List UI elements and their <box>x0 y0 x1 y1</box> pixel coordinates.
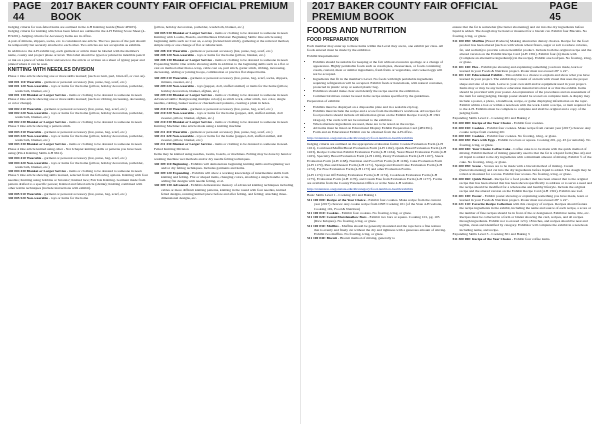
lot-number: 340 309 130 <box>154 183 172 188</box>
lot-description: (Bread Products) Making alternative dietary choices. Recipe for the food product has been altered (such as with whole wheat flours, sugar or salt to reduce calories, fat, and sodium) to provide a more healthful product. Include both the original recipe and the altered version on the Exhibit Recipe Card (4-H 1391). Exhibit four (4) made with (Complete an alternative ingredient(s) in the recipe). Exhibit one loaf/pan. No frosting, icing, or glaze. <box>459 39 592 65</box>
body-paragraph: Basic Skills Level 1 - Cooking 101 and Baking 1 <box>307 192 377 197</box>
lot-description: - Exhibit poster showing or explaining something you have made, learn or learned in your Foods & Nutrition project. Poster must not exceed 28" x 22". <box>459 193 589 202</box>
lot-number: 340 210 320 <box>154 111 172 116</box>
lot-title: Cookies <box>326 210 339 215</box>
lot-title: Wearable <box>26 80 42 85</box>
lot-description: - items or clothing to be donated to someone in need. <box>66 119 143 124</box>
lot-number: 340 003 330 <box>8 142 26 147</box>
lot-description: - garment or personal accessory (hat, purse, bag, scarf, etc.) <box>41 156 127 161</box>
lot-title: Blanket or Larger Service <box>26 92 66 97</box>
body-paragraph: Expanding Skills Level 3 - Cooking 301 and Baking 3 <box>452 231 530 236</box>
lot-description: - items or clothing to be donated to someone in need. <box>212 30 289 35</box>
body-paragraph: Judging criteria are outlined on the appropriate evaluation forms: Cookie Evaluation Form (4-H 1161), Cornbread/Muffin/Bread Evaluation Form (4-H 1162), Quick Bread Evaluation Form (4-H 1163), Recipe Collection Exhibit Evaluation Form (4-H 1164), Yeast Bread Evaluation Form (4-H 1165), Specialty Bread Evaluation Form (4-H 1166), Pastry Evaluation Form (4-H 1167), Snack Evaluation Form (4-H 1168), Nutrition and Food Fair Form (4-H 1169), Cake Evaluation Form (4-H 1170), Pies and Dessert Form (4-H 1171), Sponge and Pound Cake Evaluation Form (4-H 1172), Fat Free Evaluation Form (4-H 1173) and other Evaluation Forms. <box>307 141 447 172</box>
left-column-1 <box>8 25 148 200</box>
section-heading: FOOD PREPARATION <box>307 37 359 43</box>
lot-number: 340 005 520 <box>8 196 26 201</box>
lot-title: Favorite Recipe Collection <box>471 202 513 207</box>
lot-title: Non-wearable <box>172 84 194 89</box>
body-paragraph: Knitting Machine: One article made using a knitting machine <box>154 124 242 129</box>
right-columns <box>307 25 592 242</box>
lot-entry <box>307 198 447 211</box>
lot-description: - garment or personal accessory (hat, purse, bag, scarf, etc.) <box>41 129 127 134</box>
lot-number: 340 211 420 <box>154 133 172 138</box>
lot-number: 340 210 310 <box>154 107 172 112</box>
lot-entry <box>453 73 593 116</box>
lot-description: - garment or personal accessory (hat, purse, bag, scarf, etc.) <box>187 49 273 54</box>
lot-number: 511 200 030: <box>452 138 472 143</box>
body-paragraph: Phase 1 One article showing one or more skills learned; (such as: knit, purl, bind-off, or cast on). <box>8 74 146 79</box>
lot-description: - toys or items for the home (pillow, holiday decoration, potholder, washcloth, blanket, etc.) <box>15 133 144 143</box>
lot-number: 340 005 510 <box>8 191 26 196</box>
lot-number: 340 002 220 <box>8 111 26 116</box>
lot-title: Blanket or Larger Service <box>172 92 212 97</box>
lot-title: Blanket or Larger Service <box>172 119 212 124</box>
lot-description: - garment or personal accessory (hat, purse, bag, scarf, etc.) <box>41 106 127 111</box>
lot-title: Non-wearable <box>26 160 48 165</box>
bullet-item: • When alternate ingredients are used, these are to be noted on the recipe. <box>313 122 447 126</box>
lot-number: 340 004 430 <box>8 169 26 174</box>
lot-number: 340 208 120 <box>154 53 172 58</box>
lot-title: Blanket or Larger Service <box>172 30 212 35</box>
lot-number: 511 100 030: <box>307 223 326 228</box>
lot-number: 511 100 000: <box>307 198 326 203</box>
lot-number: 340 003 320 <box>8 133 26 138</box>
lot-description: - This exhibit is a chance to explain and show what you have learned in your project. The exhibit may consist of an item with visual that uses the proper shape and size of an item. Leave to your own skill and/or equipment used in your project. Items may or may be any item or education material involved at or that the exhibit. Items should be provided with your poster. An explanation of the procedures and an assessment of the item for using judging. Design poster should be scored on complete item. A display may include a poster, a photo, a handbook, recipe, or game displaying information on the topic. Exhibit within a box or within a notebook with the work. Limit a recipe, or item required for to the 4-H. Exhibits must be complete to complete and shall be original and a copy of the judging form. <box>459 73 591 116</box>
lot-description: - toys or items for the home (puppet, doll, stuffed animal, doll sweater, pillow, blanket, afghan, etc.) <box>161 111 283 120</box>
lot-description: - Muffins should be generally mounded and the tops have a fine texture that is evenly and finely cut without the dry and tightness with a generous amount of stirring. Exhibit two muffins. No frosting, icing, or glaze. <box>314 223 447 237</box>
lot-description: - Exhibit four cookies. Make recipe from current year (2017) choices: Any cookie recipe from cooking 201 <box>459 125 591 134</box>
right-page-title: 2017 BAKER COUNTY FAIR OFFICIAL PREMIUM BOOK <box>312 1 498 23</box>
lot-entry <box>8 111 148 120</box>
lot-number: 340 208 110 <box>154 49 172 54</box>
lot-title: Wearable <box>26 191 42 196</box>
lot-number: 340 002 230 <box>8 119 26 124</box>
lot-title: Wearable <box>26 129 42 134</box>
lot-title: Blanket or Larger Service <box>26 142 66 147</box>
lot-number: 511 101 100: <box>452 64 472 69</box>
lot-title: Non-wearable <box>26 84 48 89</box>
lot-number: 340 209 220 <box>154 84 172 89</box>
lot-number: 511 100 040: <box>307 236 326 241</box>
lot-entry <box>8 142 148 146</box>
lot-number: 340 005 530 <box>154 30 172 35</box>
lot-entry <box>8 134 148 143</box>
lot-description: - Exhibit pie showing and explaining something you have made, learn or learned in your Foods & Nutrition project. Poster must not exceed 28" x 22". <box>459 64 583 73</box>
body-paragraph: Felted Knitting Division <box>154 146 189 151</box>
lot-number: 340 208 130 <box>154 57 172 62</box>
body-paragraph: In addition to the 4-H exhibit tag, each garment or article must be labeled with the member's name, county and project phase or level. This label should be typed or printed in indelible pencil or ink on a piece of white fabric and sewn to the article or written on a sheet of typing paper and pinned where it can be seen. <box>8 49 145 66</box>
lot-entry <box>154 171 294 184</box>
lot-title: Cereal Marshmallow Bars <box>326 215 367 220</box>
body-paragraph: Knitting with Looms, Boards, and Machines Division: Beginning Skills: One article using beginning skills such as: Cast on, e-wrap (twisted knit stitch), gathering at the removal method, simple strip or one change of flat or tubular knit. <box>154 34 290 48</box>
lot-entry <box>307 215 447 224</box>
lot-description: - Exhibit two bars or square. Cooking 101, pg. 105 (Rice Krispies). No frosting, icing, or glaze. <box>314 215 440 224</box>
lot-number: 511 201 100: <box>452 193 472 198</box>
lot-entry <box>453 147 593 164</box>
lot-description: - Exhibit two bars or square. Cooking 201, pg. 45 (or suitable). No frosting, icing, or glaze. <box>459 138 591 147</box>
body-paragraph: Phase 5 One article showing skills learned, selected from the following options. Knitting with four needles; Knitting using bobbins or 'intarsia'; Knitted lace; Fair Isle Knitting. Garment made from pattern drafted to a specific person; Knitted and felted article (shrink); Knitting combined with other textile techniques (include instructions with exhibit). <box>8 173 148 191</box>
lot-description: - toys (puppet, doll, stuffed animal) or items for the home (pillow, holiday decoration, blanket, afghan, etc.) <box>161 84 289 93</box>
lot-number: 340 002 210 <box>8 106 26 111</box>
right-column-2 <box>453 25 593 242</box>
lot-title: Wearable <box>172 75 188 80</box>
lot-description: - Exhibits will show a working knowledge of intermediate skills both knitting and felting. Flat or shaped items, changing colors, attaching a single handle or tie, adding flat designs with needle felting, et al. <box>161 170 290 184</box>
lot-description: - items or clothing to be donated to someone in need. <box>212 119 289 124</box>
body-paragraph: Phase 4 One article knitted using other - Not Ichapter knitting skills or patterns you have been using (Pin 4 Knitting Skills 4-H 9611). <box>8 146 142 155</box>
lot-title: Cookies <box>472 125 485 130</box>
lot-number: 340 001 130 <box>8 92 26 97</box>
lot-description: - Biscuit method of mixing, generally to <box>337 236 396 241</box>
body-paragraph: Items may be knitted using needles, looms, boards, or machines. Felting may be done by hand or washing machine wet methods and/or dry needle felting techniques. <box>154 152 292 161</box>
lot-title: Blanket or Larger Service <box>26 119 66 124</box>
lot-description: - Scones are to be made with a biscuit method of mixing. Cream (butter/shortening) and cut into the dry ingredients before liquid is added. The dough may be rolled or mounted for a scone. Exhibit four scones. No frosting, icing, or glaze. <box>459 163 592 177</box>
body-paragraph: Phase 2 One article showing one or more skills learned; (such as: ribbing, increasing, decreasing, or color change). <box>8 97 146 106</box>
lot-number: 340 309 120 <box>154 170 172 175</box>
lot-number: 340 211 410 <box>154 129 172 134</box>
body-paragraph: Preparation of exhibits: <box>307 99 341 104</box>
lot-entry <box>154 162 294 171</box>
left-page-header <box>8 2 294 22</box>
lot-entry <box>154 134 294 143</box>
lot-number: 340 309 110 <box>154 162 172 167</box>
lot-description: - garment or personal accessory (hat, purse, bag, scarf, socks, slippers, mittens, sweater, etc.) <box>161 75 288 85</box>
lot-description: - items or clothing to be donated to someone in need. <box>212 92 289 97</box>
lot-entry <box>307 236 447 240</box>
lot-description: - garment or personal accessory (hat, purse, bag, scarf, etc.) <box>41 191 127 196</box>
lot-description: - Exhibit four cookies. Make recipe from the current year (2017) choices: Any cookie recipe from ONE Cooking 101 (of the State 4-H website, Cooking 101, Food & Nutrition) <box>314 198 443 211</box>
lot-description: - items or clothing to be donated to someone in need. <box>66 142 143 147</box>
body-paragraph: A pair of mittens, slippers, socks, etc. is considered one article. The two pieces of the pair should be temporarily but securely attached to each other. Two articles are not acceptable as exhibits. <box>8 39 146 48</box>
lot-title: Recipe of the Year Choice <box>326 198 366 203</box>
lot-entry <box>453 194 593 203</box>
lot-number: 511 200 010: <box>452 125 472 130</box>
body-paragraph: (pillow, holiday decoration, potholder, washcloth, blanket, etc.) <box>154 25 244 29</box>
lot-entry <box>8 196 148 200</box>
right-page-header <box>307 2 592 22</box>
body-paragraph: Advanced skills: Design using multiple color(s) as stitch work, other stitch, two color, single needles, cabling, basket weave or checkerboard patterns, creating a plain in holes. <box>154 97 286 106</box>
lot-entry <box>453 126 593 135</box>
lot-title: Non-wearable <box>26 196 48 201</box>
lot-number: 340 209 210 <box>154 75 172 80</box>
lot-number: 511 200 040: <box>452 146 472 151</box>
bullet-list <box>307 60 447 98</box>
section-heading: KNITTING WITH NEEDLES DIVISION <box>8 67 95 74</box>
body-paragraph: Expanding Skills Level 2 - Cooking 201 and Baking 2 <box>452 115 530 120</box>
lot-title: Blanket or Larger Service <box>172 142 212 147</box>
lot-number: 511 300 000: <box>452 237 472 242</box>
lot-entry <box>453 138 593 147</box>
lot-description: - garment or personal accessory (hat, purse, bag, scarf, etc.) <box>187 107 273 112</box>
lot-number: 511 101 110: <box>452 73 472 78</box>
lot-description: - Exhibit four coffee items. <box>510 237 551 242</box>
bullet-item: • Ingredients that fit in the member's Level. No foods with high perishable ingredients requiring refrigeration will be accepted. Exhibit fresh or hand-made, with natural container, protected in plastic wrap or sealed plastic bag. <box>313 77 447 90</box>
lot-entry <box>8 84 148 93</box>
lot-entry <box>154 76 294 85</box>
lot-title: Wearable <box>172 129 188 134</box>
left-page-number: PAGE 44 <box>13 1 42 23</box>
bullet-item: • Form and an Educational Exhibit can be obtained from the 4-H office. <box>313 130 447 134</box>
web-link[interactable]: http://extension.oregonstate.edu/4h/category/food-nutrition-health/exhibits <box>307 135 413 140</box>
lot-title: Blanket or Larger Service <box>172 57 212 62</box>
lot-description: with this category of recipes. Recipes should feature the recipe ingredients in the exhibit, including the name and source of each recipe, a score or the number of fine recipes should be in front of the or designated. Exhibitor name, title, etc. Recipes must be collected in a form or binder showing the card, recipes, and all recipes through ingredients. Exhibit not to exceed 12 by 18 inches, and recipes should be neat and legible, clean and identified by category. Exhibitor will complete the exhibit in a notebook including name, and recipe. <box>459 202 592 232</box>
lot-description: - Exhibits demonstrate mastery of advanced knitting techniques including cables or more difficult knitting patterns, knitting in the round with four needles, knitted felted designs, resizing knitted piece before and after felting, and felting; attaching three-dimensional designs, etc. <box>161 183 294 201</box>
bullet-item: • Exhibits should be suitable for keeping at the fair without excessive spoilage or a change of appearance. Highly perishable foods such as cream pies, cheesecakes, or foods containing cream, custard, meat or similar ingredients, fresh fruits or vegetables, and cooked eggs will not be accepted. <box>313 60 447 77</box>
lot-title: Non-wearable <box>26 133 48 138</box>
lot-entry <box>453 237 593 241</box>
web-link[interactable]: http://extension.oregonstate.edu/4h/category/food-nutrition-health/exhibits <box>307 186 413 191</box>
lot-number: 511 100 050: <box>452 39 472 44</box>
lot-title: Muffins <box>326 223 339 228</box>
lot-entry <box>154 84 294 93</box>
lot-title: Blanket or Larger Service <box>26 169 66 174</box>
lot-description: - toys or items for the home (pillow, holiday decoration, potholder, washcloth, blanket, etc.) <box>15 84 144 93</box>
lot-description: - items or clothing to be donated to someone in need. <box>212 57 289 62</box>
lot-description: - items or clothing to be donated to someone in need. <box>211 142 289 147</box>
lot-number: 340 004 410 <box>8 156 26 161</box>
lot-number: 511 200 060: <box>452 176 472 181</box>
lot-title: Beginning <box>172 162 188 167</box>
lot-number: 340 001 110 <box>8 80 26 85</box>
lot-title: Recipe of the Year Choice <box>472 237 511 242</box>
lot-description: - items or clothing to be donated to someone in need. <box>66 92 143 97</box>
lot-number: 340 004 420 <box>8 160 26 165</box>
lot-entry <box>154 183 294 200</box>
lot-entry <box>8 161 148 170</box>
lot-description: - items or clothing to be donated to someone in need. <box>66 169 143 174</box>
lot-title: Non-wearable <box>172 111 194 116</box>
bullet-list <box>307 105 447 135</box>
lot-description: - Exhibit four cookies. <box>510 121 544 126</box>
body-paragraph: Expanding Skills: One article showing skills in addition to the beginning skills such as a flat or cast on method other than e-wrap, cable cast on, purl stitch, garter stitch, ribbing, increasing, decreasing, adding or joining hoops, combination or practice flat shaped items. <box>154 61 289 75</box>
lot-description: - garment or personal accessory (hat, purse, bag, scarf, etc.) <box>41 80 127 85</box>
lot-title: Expanding <box>172 170 190 175</box>
lot-number: 511 200 000: <box>452 121 472 126</box>
bullet-item: • Exhibits must include the recipe and a score from the member's workbook. All recipes for food products should include all information given on the Exhibit Recipe Card (4-H 1391 Oregon). The cards will not be returned to the exhibitor. <box>313 109 447 122</box>
lot-title: Educational Exhibit <box>471 73 503 78</box>
bullet-item: • Commercial mixes cannot be used in the recipe unless specified by the guidelines. <box>313 94 447 98</box>
lot-number: 511 221 110: <box>452 202 472 207</box>
lot-title: Wearable <box>172 107 188 112</box>
lot-number: 340 001 120 <box>8 84 26 89</box>
lot-number: 340 211 430 <box>154 142 172 147</box>
lot-title: Wearable <box>172 49 188 54</box>
right-page-number: PAGE 45 <box>549 1 578 23</box>
lot-description: - Exhibits will demonstrate beginning knitting skills and beginning wet and/or dry felting techniques. Includes garments and items. <box>161 162 290 171</box>
left-columns <box>8 25 294 200</box>
left-page-title: 2017 BAKER COUNTY FAIR OFFICIAL PREMIUM BOOK <box>50 1 289 23</box>
lot-description: - Exhibit four cookies. No frosting, icing, or glaze. <box>338 210 412 215</box>
right-page <box>300 0 600 424</box>
lot-description: - toys or items for the home (puppet, doll, stuffed animal, doll sweater, pillow, blanket, etc.) <box>161 133 283 143</box>
lot-title: Pies <box>472 64 479 69</box>
lot-title: Wearable <box>26 106 42 111</box>
lot-number: 340 210 330 <box>154 119 172 124</box>
lot-title: Scone <box>472 163 481 168</box>
lot-description: - toys or items for the home (pillow, blanket, etc.) <box>193 53 266 58</box>
body-paragraph: (4-H 1174) Cast Off Fairing Evaluation Form (4-H 1174), Cookbook Evaluation Form (4-H 1175), Evaluation Form (4-H 1176), and Cream Free from Evaluation Form (4-H 1177). Forms are available from the County Extension Office or at the State 4-H website. <box>307 172 442 186</box>
lot-title: Poster <box>472 193 482 198</box>
lot-title: Quick Bread <box>472 176 492 181</box>
lot-entry <box>154 111 294 120</box>
lot-title: Wearable <box>26 156 42 161</box>
bullet-item: • Exhibitors should make clear and identify the recipe used in the exhibition. <box>313 89 447 93</box>
lot-number: 511 100 010: <box>307 210 326 215</box>
lot-entry <box>453 65 593 74</box>
lot-number: 340 209 230 <box>154 92 172 97</box>
lot-title: Biscuit <box>326 236 338 241</box>
lot-description: - Recipe for a food product that has been altered that to the original recipe that has been altered that has been shown specifically to address or to serve a need and the recipe should be modified for a wholesome and healthy lifestyle. Include the original recipe and the altered version on the Exhibit Recipe Card (4-H 1391). Exhibit one loaf. <box>459 176 592 194</box>
bullet-item: • All items must be listed on Educational Display Exhibit Preparation Card (4H1391). <box>313 126 447 130</box>
lot-description: - toys or items for the home <box>47 196 89 201</box>
lot-description: - garment or personal accessory (hat, purse, bag, scarf, etc.) <box>187 129 273 134</box>
lot-number: 511 200 050: <box>452 163 472 168</box>
lot-description: - toys or items for the home (pillow, holiday decoration, potholder, washcloth, blanket, etc.) <box>15 111 144 120</box>
lot-title: Cookies <box>472 134 485 139</box>
lot-title: Non-wearable <box>26 111 48 116</box>
lot-entry <box>453 177 593 194</box>
right-column-1 <box>307 25 447 242</box>
lot-title: Non-wearable <box>172 133 194 138</box>
lot-entry <box>453 202 593 232</box>
lot-entry <box>453 39 593 65</box>
bullet-item: • Exhibits must be displayed on a disposable plate and in a sealable zip bag. <box>313 105 447 109</box>
lot-title: Bars with Eggs <box>472 138 495 143</box>
lot-description: - toys or items for the home (pillow, holiday decoration, potholder, washcloth, blanket, etc.) <box>15 160 144 169</box>
body-paragraph: Exhibit Requirements: <box>307 53 340 58</box>
lot-title: Recipe of the Year Choice <box>472 121 511 126</box>
body-paragraph: Phase 3 One article showing a pattern stitch. <box>8 123 72 128</box>
lot-title: Your Choice Coffee Cake <box>472 146 511 151</box>
page-heading: FOODS AND NUTRITION <box>307 25 407 35</box>
lot-number: 340 003 310 <box>8 129 26 134</box>
lot-entry <box>307 224 447 237</box>
body-paragraph: Judging criteria for non-felted items are outlined in the 4-H Knitting Guide (Basic 4H105). Judging criteria for knitting which has been felted are outlined in the 4-H Felting Score Sheet (4-H 9201). Judging criteria for Accessory Items are in office. <box>8 25 146 38</box>
lot-description: - Coffee cake is to be made with the quick method of mixing. Exhibit method of mixing generally used is that the fat is a liquid form (like oil) and all liquid is added to the dry ingredients with a minimum amount of mixing. Exhibit ½ of the cake. No frosting, icing, or glaze. <box>459 146 592 164</box>
lot-title: Muffins <box>472 39 485 44</box>
body-paragraph: Each member may enter up to three items within the Level they are in, one exhibit per class. All foods entered must be made by the exhibitor. <box>307 44 444 53</box>
body-paragraph: ensure that the fat is somewhat (the butter shortening) and cut into the dry ingredients before liquid is added. The dough may be hand or mounted for a biscuit cut. Exhibit four Biscuits. No frosting, icing, or glaze. <box>452 25 587 38</box>
lot-number: 511 100 020: <box>307 215 326 220</box>
lot-description: - Exhibit four cookies. No frosting, icing, or glaze. <box>484 134 557 139</box>
lot-number: 511 200 020: <box>452 134 472 139</box>
left-column-2 <box>154 25 294 200</box>
lot-title: Advanced <box>172 183 188 188</box>
lot-title: Non-wearable <box>172 53 194 58</box>
lot-entry <box>453 164 593 177</box>
